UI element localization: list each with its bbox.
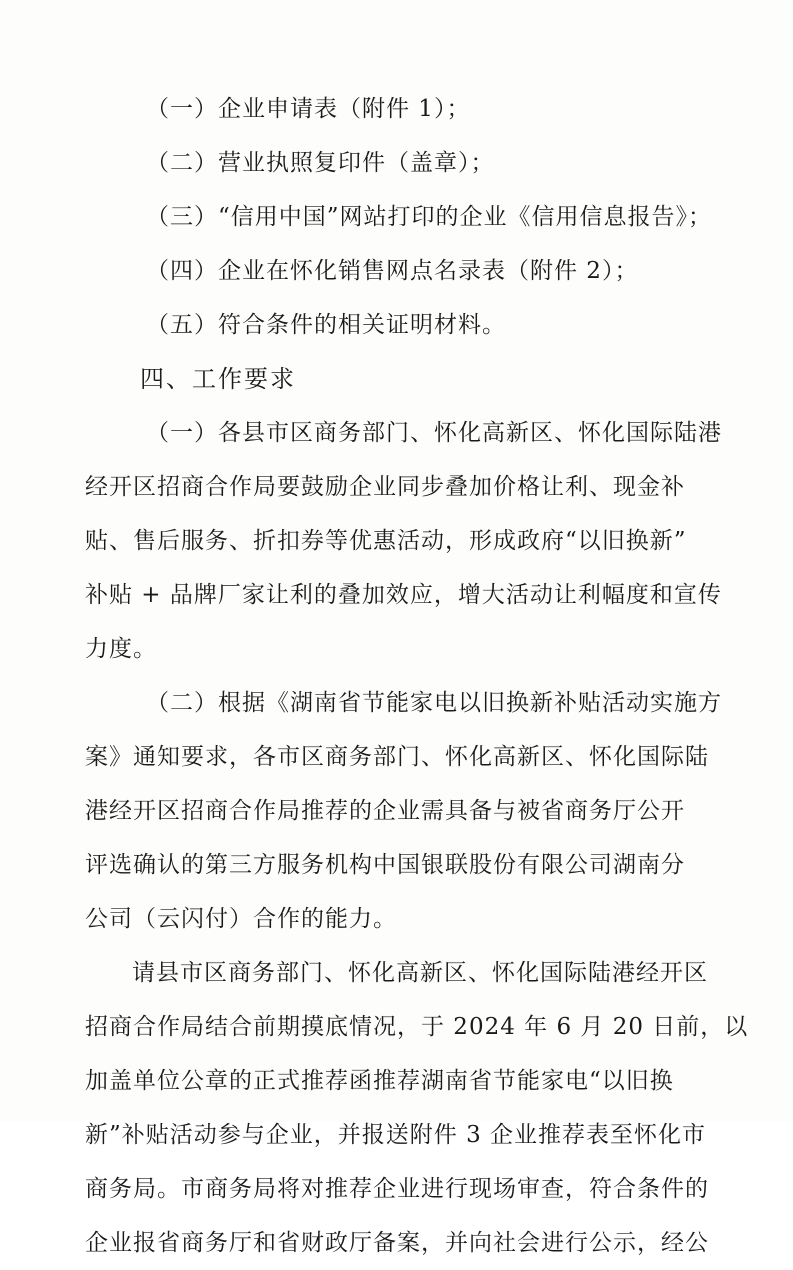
paragraph-2-line-2: 案》通知要求，各市区商务部门、怀化高新区、怀化国际陆: [85, 744, 709, 770]
paragraph-3-line-3: 加盖单位公章的正式推荐函推荐湖南省节能家电“以旧换: [85, 1068, 674, 1094]
paragraph-3-line-5: 商务局。市商务局将对推荐企业进行现场审查，符合条件的: [85, 1176, 709, 1202]
paragraph-2-line-3: 港经开区招商合作局推荐的企业需具备与被省商务厅公开: [85, 798, 685, 824]
document-body: [85, 82, 749, 1270]
paragraph-2-line-1: （二）根据《湖南省节能家电以旧换新补贴活动实施方: [146, 690, 722, 716]
paragraph-2-line-4: 评选确认的第三方服务机构中国银联股份有限公司湖南分: [85, 852, 685, 878]
list-item-attachment-1: （一）企业申请表（附件 1）；: [146, 96, 471, 122]
list-item-attachment-2: （四）企业在怀化销售网点名录表（附件 2）；: [146, 258, 639, 284]
paragraph-3-line-6: 企业报省商务厅和省财政厅备案，并向社会进行公示，经公: [85, 1230, 709, 1256]
paragraph-1-line-1: （一）各县市区商务部门、怀化高新区、怀化国际陆港: [146, 420, 722, 446]
paragraph-2-line-5: 公司（云闪付）合作的能力。: [85, 906, 397, 932]
paragraph-3-line-2: 招商合作局结合前期摸底情况，于 2024 年 6 月 20 日前，以: [85, 1014, 749, 1040]
paragraph-1-line-2: 经开区招商合作局要鼓励企业同步叠加价格让利、现金补: [85, 474, 685, 500]
paragraph-1-line-3: 贴、售后服务、折扣券等优惠活动，形成政府“以旧换新”: [85, 528, 687, 554]
paragraph-1-line-4: 补贴 + 品牌厂家让利的叠加效应，增大活动让利幅度和宣传: [85, 582, 722, 608]
list-item-business-license: （二）营业执照复印件（盖章）；: [146, 150, 495, 176]
paragraph-3-line-4: 新”补贴活动参与企业，并报送附件 3 企业推荐表至怀化市: [85, 1122, 707, 1148]
paragraph-3-line-1: 请县市区商务部门、怀化高新区、怀化国际陆港经开区: [132, 960, 708, 986]
list-item-supporting-materials: （五）符合条件的相关证明材料。: [146, 312, 506, 338]
list-item-credit-report: （三）“信用中国”网站打印的企业《信用信息报告》；: [146, 204, 713, 230]
section-heading-work-requirements: 四、工作要求: [140, 365, 296, 393]
paragraph-1-line-5: 力度。: [85, 636, 157, 662]
